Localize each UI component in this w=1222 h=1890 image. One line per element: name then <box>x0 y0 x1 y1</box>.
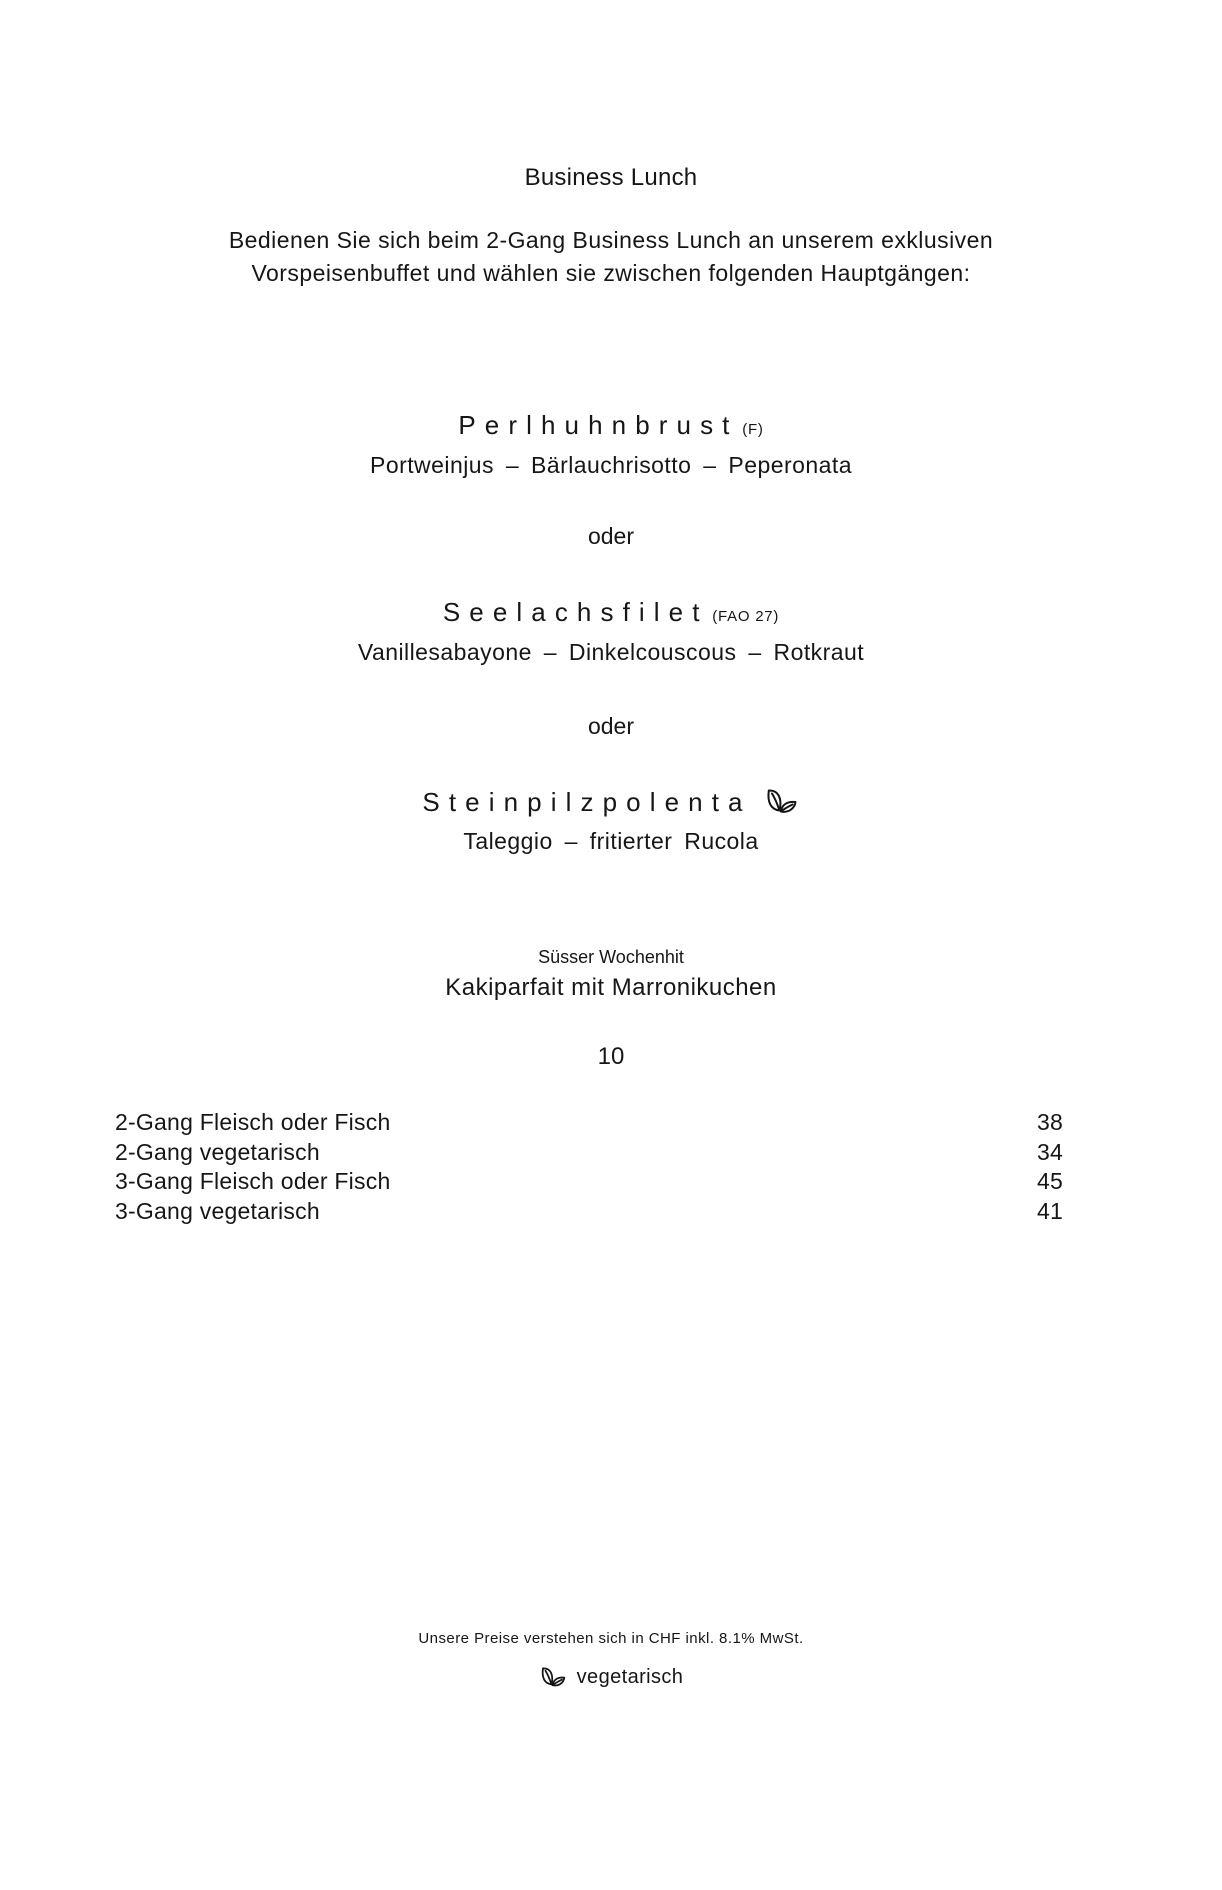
legend-label: vegetarisch <box>576 1666 684 1688</box>
intro-text <box>0 224 1222 290</box>
course-name-text: Steinpilzpolenta <box>422 787 752 817</box>
price-label: 2-Gang Fleisch oder Fisch <box>115 1109 391 1135</box>
intro-line-1: Bedienen Sie sich beim 2-Gang Business Lunch an unserem exklusiven <box>228 227 994 253</box>
price-label: 2-Gang vegetarisch <box>115 1138 320 1165</box>
dessert-name: Kakiparfait mit Marronikuchen <box>445 974 777 1001</box>
tax-note: Unsere Preise verstehen sich in CHF inkl. 8.1% MwSt. <box>418 1630 804 1647</box>
price-value: 38 <box>1036 1109 1063 1135</box>
course-allergen-note: (FAO 27) <box>712 608 780 625</box>
course-name <box>0 406 1222 449</box>
price-list <box>115 1108 1063 1226</box>
course-allergen-note: (F) <box>742 421 764 438</box>
price-value: 34 <box>1036 1138 1063 1165</box>
price-row <box>115 1138 1063 1168</box>
course-section-steinpilzpolenta <box>0 783 1222 858</box>
price-value: 41 <box>1036 1197 1063 1224</box>
price-row <box>115 1108 1063 1138</box>
page-title: Business Lunch <box>524 164 698 191</box>
course-description: Taleggio – fritierter Rucola <box>463 828 759 854</box>
leaf-icon <box>539 1664 568 1697</box>
price-row <box>115 1197 1063 1227</box>
course-section-seelachsfilet <box>0 593 1222 669</box>
price-label: 3-Gang Fleisch oder Fisch <box>115 1168 391 1194</box>
course-name <box>0 593 1222 636</box>
course-name-text: Seelachsfilet <box>442 597 709 627</box>
price-value: 45 <box>1036 1168 1063 1194</box>
course-description: Portweinjus – Bärlauchrisotto – Peperonata <box>370 452 852 478</box>
course-section-perlhuhnbrust <box>0 406 1222 482</box>
oder-separator: oder <box>587 713 635 739</box>
dessert-price: 10 <box>597 1043 625 1070</box>
course-name-text: Perlhuhnbrust <box>458 410 739 440</box>
price-label: 3-Gang vegetarisch <box>115 1197 320 1224</box>
oder-separator: oder <box>587 523 635 549</box>
dessert-label: Süsser Wochenhit <box>538 947 684 967</box>
vegetarian-leaf-icon <box>764 785 800 825</box>
intro-line-2: Vorspeisenbuffet und wählen sie zwischen folgenden Hauptgängen: <box>251 260 971 286</box>
vegetarian-legend <box>0 1662 1222 1697</box>
course-description: Vanillesabayone – Dinkelcouscous – Rotkraut <box>357 639 865 665</box>
course-name <box>0 783 1222 825</box>
price-row <box>115 1167 1063 1197</box>
